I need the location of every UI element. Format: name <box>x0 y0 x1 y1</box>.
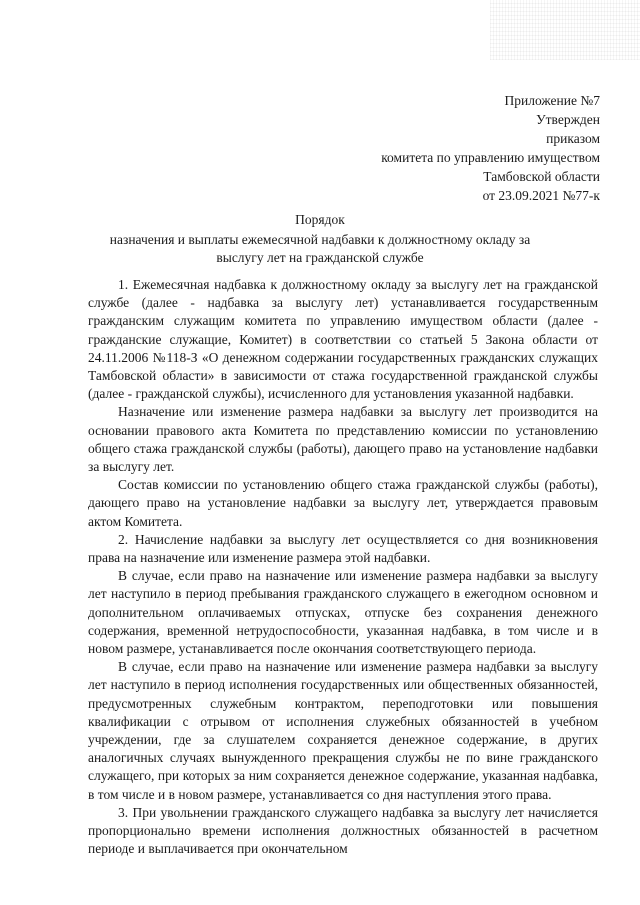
region-name: Тамбовской области <box>483 169 600 184</box>
paragraph: Состав комиссии по установлению общего стажа гражданской службы (работы), дающего право на установление надбавки за выслугу лет, утверждается правовым актом Комитета. <box>88 477 598 529</box>
approved-label: Утвержден <box>536 112 600 127</box>
paragraph: В случае, если право на назначение или изменение размера надбавки за выслугу лет наступило в период пребывания гражданского служащего в ежегодном основном и дополнительном оплачиваемых отпусках, отпуске без сохранения денежного содержания, временной нетрудоспособности, указанная надбавка, в том числе и в новом размере, устанавливается после окончания соответствующего периода. <box>88 568 598 657</box>
approval-block <box>381 91 600 205</box>
order-date-number: от 23.09.2021 №77-к <box>482 188 600 203</box>
title-subtitle-line-1: назначения и выплаты ежемесячной надбавки к должностному окладу за <box>109 232 531 247</box>
document-body <box>88 276 598 859</box>
document-title <box>0 211 640 267</box>
paragraph: 2. Начисление надбавки за выслугу лет осуществляется со дня возникновения права на назначение или изменение размера этой надбавки. <box>88 531 598 566</box>
title-subtitle-line-2: выслугу лет на гражданской службе <box>216 250 424 265</box>
paragraph: 3. При увольнении гражданского служащего надбавка за выслугу лет начисляется пропорционально времени исполнения должностных обязанностей в расчетном периоде и выплачивается при окончательном <box>88 804 598 857</box>
paragraph: В случае, если право на назначение или изменение размера надбавки за выслугу лет наступило в период исполнения государственных или общественных обязанностей, предусмотренных служебным контрактом, переподготовки или повышения квалификации с отрывом от исполнения служебных обязанностей в учебном учреждении, где за слушателем сохраняется денежное содержание, в других аналогичных случаях вынужденного прекращения службы не по вине гражданского служащего, при которых за ним сохраняется денежное содержание, указанная надбавка, в том числе и в новом размере, устанавливается со дня наступления этого права. <box>88 659 598 802</box>
appendix-number: Приложение №7 <box>504 93 600 108</box>
order-label: приказом <box>546 131 600 146</box>
scan-artifact <box>490 0 640 60</box>
committee-name: комитета по управлению имуществом <box>381 150 600 165</box>
paragraph: Назначение или изменение размера надбавки за выслугу лет производится на основании правового акта Комитета по представлению комиссии по установлению общего стажа гражданской службы (работы), дающего право на установление надбавки за выслугу лет. <box>88 404 598 475</box>
paragraph: 1. Ежемесячная надбавка к должностному окладу за выслугу лет на гражданской службе (далее - надбавка за выслугу лет) устанавливается государственным гражданским служащим комитета по управлению имуществом области (далее - гражданские служащие, Комитет) в соответствии со статьей 5 Закона области от 24.11.2006 №118-З «О денежном содержании государственных гражданских служащих Тамбовской области» в зависимости от стажа государственной гражданской службы (далее - гражданской службы), исчисленного для установления указанной надбавки. <box>88 277 598 402</box>
title-main: Порядок <box>295 212 345 227</box>
